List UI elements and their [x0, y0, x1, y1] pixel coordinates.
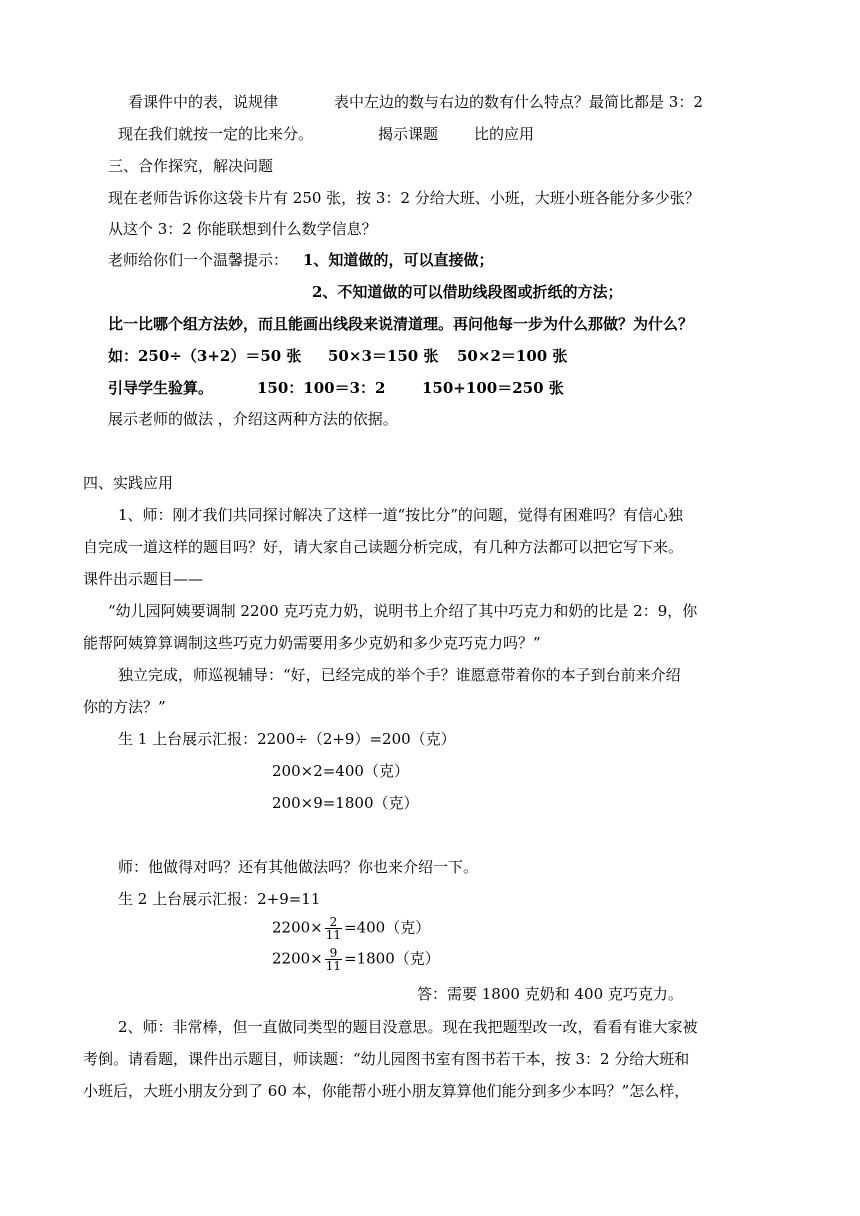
formula: 生 2 上台展示汇报：2+9=11	[118, 890, 321, 908]
text-line: 1、师：刚才我们共同探讨解决了这样一道“按比分”的问题，觉得有困难吗？有信心独	[118, 506, 683, 524]
section-heading: 四、实践应用	[83, 474, 174, 492]
text-line: 能帮阿姨算算调制这些巧克力奶需要用多少克奶和多少克巧克力吗？”	[83, 634, 541, 652]
text-line: “幼儿园阿姨要调制 2200 克巧克力奶，说明书上介绍了其中巧克力和奶的比是 2：9，你	[108, 602, 698, 620]
text-line: 现在我们就按一定的比来分。	[118, 125, 314, 143]
text-line: 小班后，大班小朋友分到了 60 本，你能帮小班小朋友算算他们能分到多少本吗？”怎么样，	[83, 1082, 690, 1100]
text-line: 考倒。请看题，课件出示题目，师读题：“幼儿园图书室有图书若干本，按 3：2 分给大班和	[83, 1050, 690, 1068]
fraction: $\frac{2}{11}$	[325, 915, 342, 942]
formula: 生 1 上台展示汇报：2200÷（2+9）=200（克）	[118, 730, 456, 748]
text-line: 课件出示题目——	[83, 570, 204, 588]
formula: 50×3＝150 张	[328, 347, 439, 365]
text-line: 引导学生验算。	[108, 379, 214, 397]
text-line: 现在老师告诉你这袋卡片有 250 张，按 3：2 分给大班、小班，大班小班各能分多少张？	[108, 189, 700, 207]
text-line: 老师给你们一个温馨提示：	[108, 251, 289, 269]
hint-text: 1、知道做的，可以直接做；	[303, 251, 494, 269]
fraction: $\frac{9}{11}$	[325, 946, 342, 973]
formula: 200×9=1800（克）	[272, 794, 419, 812]
text-line: 揭示课题	[378, 125, 439, 143]
formula: 200×2=400（克）	[272, 762, 409, 780]
text-line: 自完成一道这样的题目吗？好，请大家自己读题分析完成，有几种方法都可以把它写下来。	[83, 538, 684, 556]
formula: 如：250÷（3+2）＝50 张	[108, 347, 302, 365]
text-line: 看课件中的表，说规律	[128, 93, 279, 111]
formula: 150+100＝250 张	[422, 379, 564, 397]
formula: 150：100＝3：2	[257, 379, 386, 397]
text-line: 你的方法？”	[83, 698, 166, 716]
text-line: 表中左边的数与右边的数有什么特点？最简比都是 3：2	[334, 93, 703, 111]
text-line: 2、师：非常棒，但一直做同类型的题目没意思。现在我把题型改一改，看看有谁大家被	[118, 1018, 698, 1036]
text-line: 师：他做得对吗？还有其他做法吗？你也来介绍一下。	[118, 858, 479, 876]
section-heading: 三、合作探究，解决问题	[108, 157, 274, 175]
text-line: 比一比哪个组方法妙，而且能画出线段来说清道理。再问他每一步为什么那做？为什么？	[108, 315, 694, 333]
fraction-formula: 2200× $\frac{2}{11}$ =400（克）	[272, 915, 431, 942]
text-line: 从这个 3：2 你能联想到什么数学信息？	[108, 220, 377, 238]
text-line: 独立完成，师巡视辅导：“好，已经完成的举个手？谁愿意带着你的本子到台前来介绍	[118, 666, 681, 684]
fraction-formula: 2200× $\frac{9}{11}$ =1800（克）	[272, 946, 440, 973]
text-line: 展示老师的做法 ，介绍这两种方法的依据。	[108, 410, 398, 428]
answer-line: 答：需要 1800 克奶和 400 克巧克力。	[417, 985, 683, 1003]
lesson-title: 比的应用	[474, 125, 535, 143]
formula: 50×2＝100 张	[457, 347, 568, 365]
hint-text: 2、不知道做的可以借助线段图或折纸的方法；	[312, 283, 623, 301]
